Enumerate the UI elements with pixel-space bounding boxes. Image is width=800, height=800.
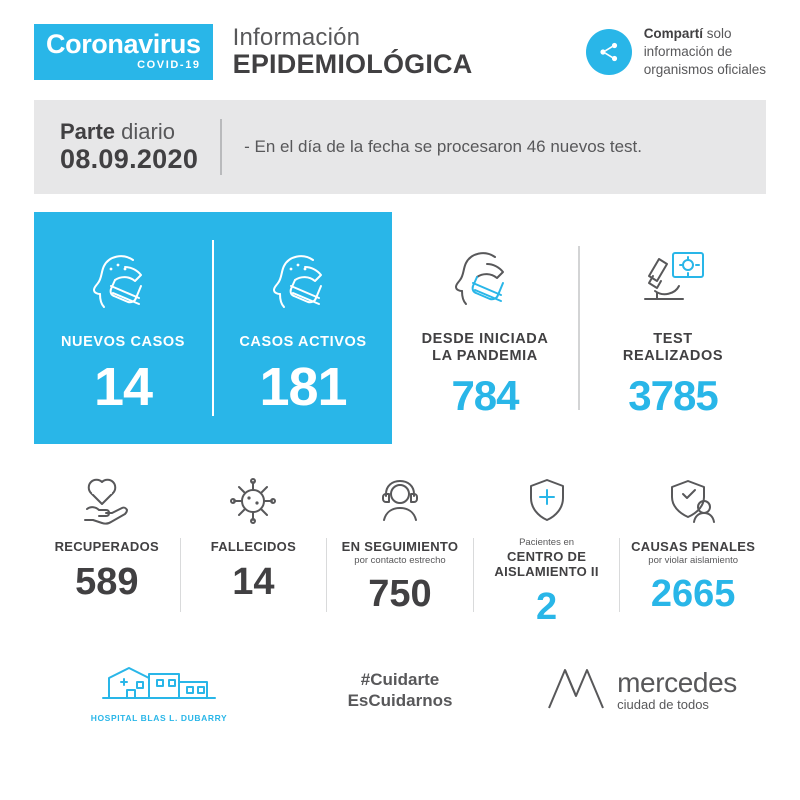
mercedes-name: mercedes xyxy=(617,667,737,699)
stat-centro-de-aislamiento xyxy=(474,466,620,626)
card-value: 3785 xyxy=(628,371,718,419)
shield-person-icon xyxy=(666,472,720,530)
report-date: 08.09.2020 xyxy=(60,144,199,175)
share-icon xyxy=(586,29,632,75)
headset-person-icon xyxy=(374,472,426,530)
stat-value: 2 xyxy=(536,586,558,628)
heart-hand-icon xyxy=(79,472,135,530)
share-text-line3: organismos oficiales xyxy=(643,61,766,77)
report-note: - En el día de la fecha se procesaron 46 nuevos test. xyxy=(244,137,642,156)
mercedes-tagline: ciudad de todos xyxy=(617,696,709,712)
card-value: 14 xyxy=(93,357,153,418)
page-title xyxy=(233,25,473,79)
brand-badge xyxy=(34,24,213,80)
virus-icon xyxy=(227,472,279,530)
card-label-line2: LA PANDEMIA xyxy=(432,348,538,364)
brand-title: Coronavirus xyxy=(46,29,201,59)
card-label-line2: REALIZADOS xyxy=(622,348,724,364)
card-label-line1: TEST xyxy=(653,331,693,348)
masked-person-icon xyxy=(87,242,159,316)
stat-label xyxy=(211,540,296,555)
microscope-icon xyxy=(637,239,709,313)
stat-en-seguimiento xyxy=(327,466,473,626)
mercedes-wordmark xyxy=(617,668,737,711)
masked-person-icon xyxy=(267,242,339,316)
page-title-line2: EPIDEMIOLÓGICA xyxy=(232,49,473,80)
hashtag-line1: #Cuidarte xyxy=(360,669,440,689)
stat-label-text: FALLECIDOS xyxy=(210,539,297,554)
stats-row xyxy=(34,466,766,626)
stat-label-line1: CENTRO DE xyxy=(506,549,587,565)
stat-sublabel-top: Pacientes en xyxy=(519,537,575,549)
hashtag-line2: EsCuidarnos xyxy=(347,691,453,710)
footer xyxy=(34,640,766,740)
shield-cross-icon xyxy=(524,472,570,528)
card-value: 784 xyxy=(451,371,519,419)
stat-label-text: CAUSAS PENALES xyxy=(631,539,756,554)
stat-value: 589 xyxy=(75,560,139,603)
card-label-line1: DESDE INICIADA xyxy=(421,331,549,348)
stat-label xyxy=(631,540,755,567)
share-text xyxy=(644,25,766,78)
hospital-building-icon xyxy=(99,658,219,709)
card-label xyxy=(623,331,723,364)
divider xyxy=(220,119,222,175)
stat-label-text: EN SEGUIMIENTO xyxy=(341,539,459,554)
stat-label xyxy=(494,538,598,580)
brand-subtitle: COVID-19 xyxy=(137,59,201,71)
card-label: NUEVOS CASOS xyxy=(60,333,186,350)
card-casos-activos xyxy=(214,212,392,444)
stat-sublabel: por contacto estrecho xyxy=(354,554,446,566)
share-text-line2: información de xyxy=(643,44,733,60)
stat-label-line2: AISLAMIENTO II xyxy=(494,564,599,580)
report-label-bold: Parte xyxy=(60,118,116,144)
stat-recuperados xyxy=(34,466,180,626)
stat-label xyxy=(342,540,459,567)
page-title-line1: Información xyxy=(232,24,361,52)
card-label: CASOS ACTIVOS xyxy=(239,333,367,350)
daily-report-title xyxy=(60,120,220,175)
share-block xyxy=(586,25,766,78)
campaign-hashtag xyxy=(284,669,516,712)
stat-value: 750 xyxy=(368,572,432,615)
highlight-panel xyxy=(34,212,392,444)
stat-fallecidos xyxy=(181,466,327,626)
share-text-rest: solo xyxy=(702,26,732,42)
secondary-panel xyxy=(392,212,766,444)
share-text-strong: Compartí xyxy=(643,26,703,42)
stat-value: 14 xyxy=(232,560,275,603)
mercedes-logo xyxy=(516,664,766,717)
daily-report-banner xyxy=(34,100,766,194)
stat-sublabel: por violar aislamiento xyxy=(648,554,739,566)
main-metrics-row xyxy=(34,212,766,444)
hospital-name: HOSPITAL BLAS L. DUBARRY xyxy=(90,712,228,723)
header xyxy=(34,0,766,78)
mercedes-m-icon xyxy=(545,664,607,717)
report-label-light: diario xyxy=(115,118,175,144)
hospital-logo xyxy=(34,658,284,723)
stat-label xyxy=(55,540,159,555)
masked-person-icon xyxy=(449,239,521,313)
card-nuevos-casos xyxy=(34,212,212,444)
stat-label-text: RECUPERADOS xyxy=(54,539,160,554)
card-test-realizados xyxy=(580,212,766,444)
card-value: 181 xyxy=(259,357,347,418)
card-desde-iniciada-la-pandemia xyxy=(392,212,578,444)
card-label xyxy=(422,331,549,364)
stat-causas-penales xyxy=(620,466,766,626)
stat-value: 2665 xyxy=(650,572,736,615)
